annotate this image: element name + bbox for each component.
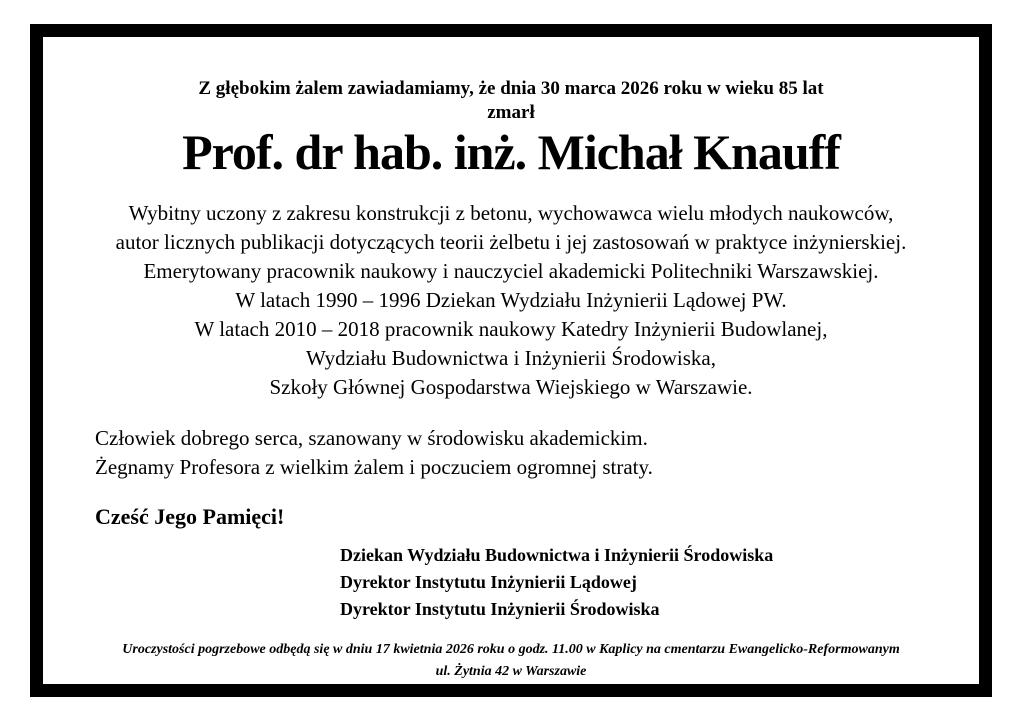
funeral-info-block [43, 639, 979, 683]
personal-block [43, 424, 979, 482]
intro-word-zmarl: zmarł [487, 102, 535, 123]
funeral-info-line: Uroczystości pogrzebowe odbędą się w dniu 17 kwietnia 2026 roku o godz. 11.00 w Kaplicy na cmentarzu Ewangelicko-Reformowanym [122, 642, 900, 657]
biography-block [43, 199, 979, 402]
deceased-name: Prof. dr hab. inż. Michał Knauff [182, 124, 840, 180]
biography-line: autor licznych publikacji dotyczących teorii żelbetu i jej zastosowań w praktyce inżynierskiej. [115, 230, 907, 254]
biography-line: Wydziału Budownictwa i Inżynierii Środowiska, [306, 346, 716, 370]
biography-line: W latach 1990 – 1996 Dziekan Wydziału Inżynierii Lądowej PW. [235, 288, 787, 312]
intro-line: Z głębokim żalem zawiadamiamy, że dnia 30 marca 2026 roku w wieku 85 lat [198, 78, 824, 99]
biography-line: W latach 2010 – 2018 pracownik naukowy Katedry Inżynierii Budowlanej, [194, 317, 828, 341]
signatory-line: Dyrektor Instytutu Inżynierii Lądowej [340, 572, 637, 592]
obituary-frame [30, 24, 992, 697]
biography-line: Wybitny uczony z zakresu konstrukcji z betonu, wychowawca wielu młodych naukowców, [128, 201, 894, 225]
tribute-line: Cześć Jego Pamięci! [95, 504, 285, 529]
signatory-line: Dziekan Wydziału Budownictwa i Inżynierii Środowiska [340, 545, 774, 565]
signatory-line: Dyrektor Instytutu Inżynierii Środowiska [340, 599, 660, 619]
personal-line: Człowiek dobrego serca, szanowany w środowisku akademickim. [95, 426, 648, 450]
signatories-block [43, 542, 979, 623]
personal-line: Żegnamy Profesora z wielkim żalem i poczuciem ogromnej straty. [95, 455, 653, 479]
biography-line: Szkoły Głównej Gospodarstwa Wiejskiego w Warszawie. [269, 375, 753, 399]
biography-line: Emerytowany pracownik naukowy i nauczyciel akademicki Politechniki Warszawskiej. [143, 259, 879, 283]
funeral-info-line: ul. Żytnia 42 w Warszawie [435, 664, 587, 679]
